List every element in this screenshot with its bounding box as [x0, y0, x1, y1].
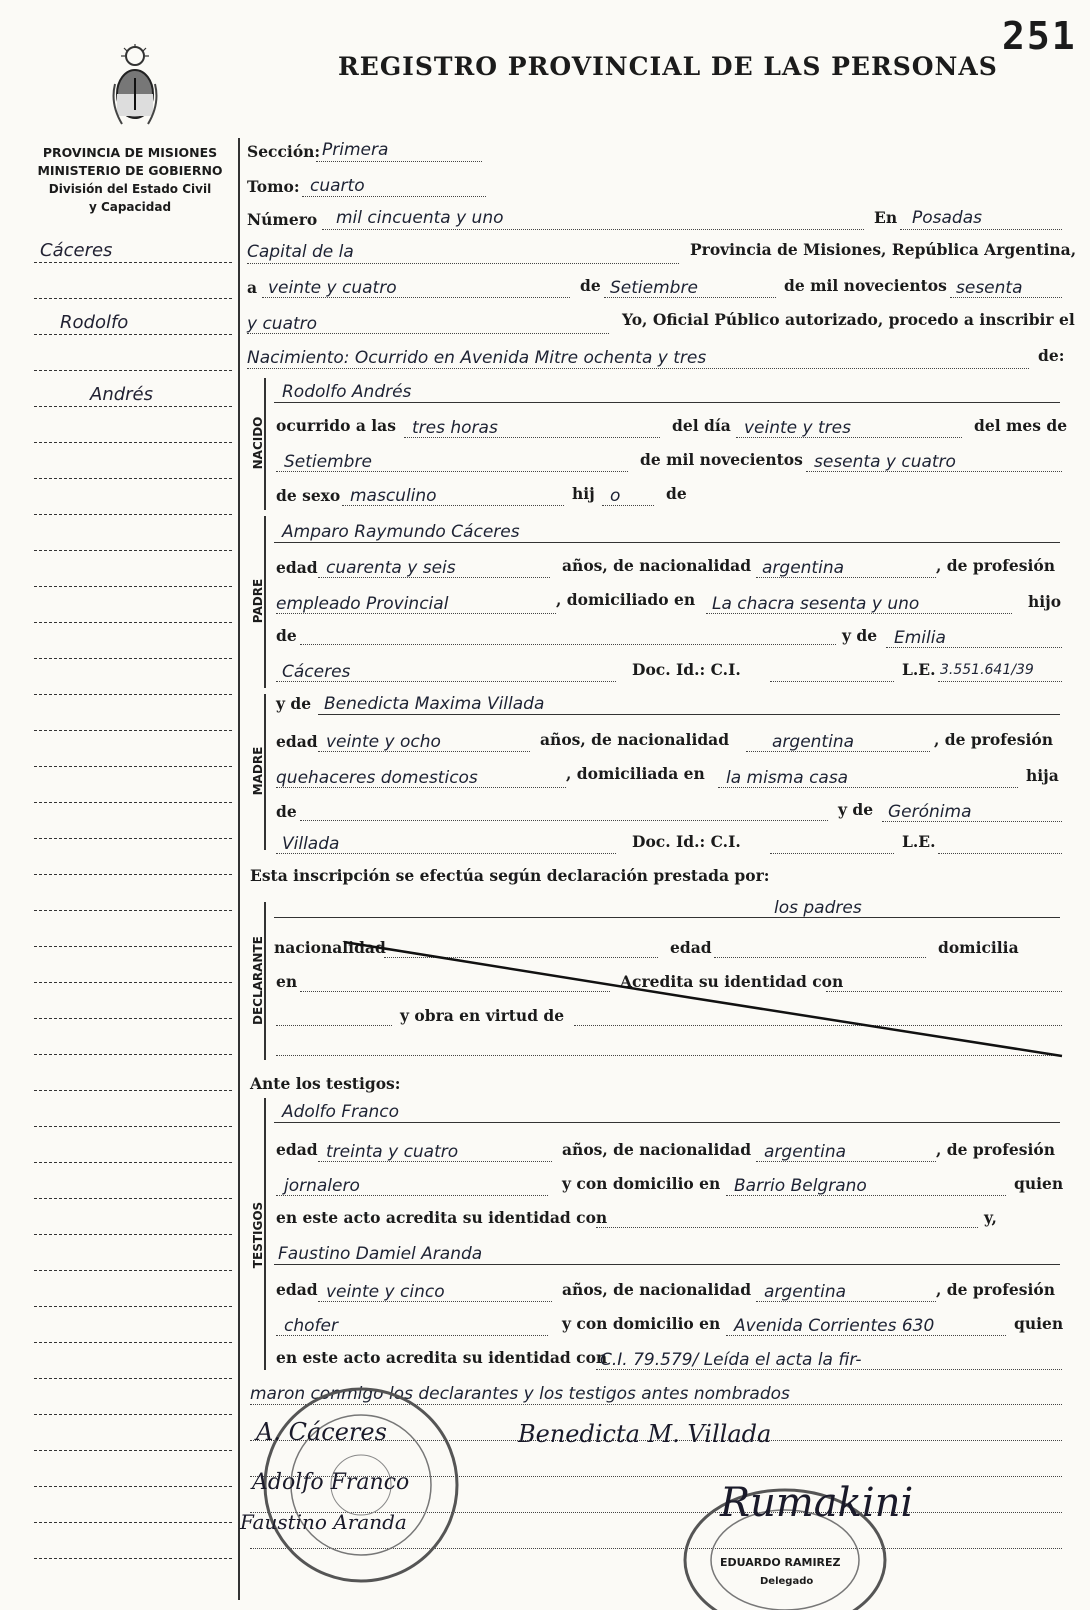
margin-line: [34, 622, 232, 623]
yo-text: Yo, Oficial Público autorizado, procedo a inscribir el: [622, 310, 1075, 329]
fill-line: [274, 1264, 1060, 1265]
fill-line: [756, 577, 936, 578]
fill-line: [736, 437, 962, 438]
declarante-intro: Esta inscripción se efectúa según declaración prestada por:: [250, 866, 770, 885]
edad-label: edad: [276, 1280, 318, 1299]
fill-line: [274, 542, 1060, 543]
margin-line: [34, 838, 232, 839]
margin-line: [34, 1018, 232, 1019]
margin-line: [34, 1234, 232, 1235]
margin-line: [34, 550, 232, 551]
margin-line: [34, 478, 232, 479]
page-number: 251: [1002, 14, 1077, 58]
margin-line: [34, 946, 232, 947]
fill-line: [770, 853, 894, 854]
fill-line: [404, 437, 660, 438]
hora-value: tres horas: [412, 418, 498, 438]
fill-line: [604, 297, 776, 298]
margin-line: [34, 262, 232, 263]
testigo1-nacionalidad: argentina: [764, 1142, 847, 1162]
fill-line: [756, 1161, 936, 1162]
fill-line: [596, 1369, 1062, 1370]
margin-line: [34, 586, 232, 587]
a-label: a: [247, 278, 258, 297]
fill-line: [770, 681, 894, 682]
abuela-paterna-apellido: Cáceres: [282, 662, 351, 682]
fill-line: [276, 1195, 548, 1196]
le-value: 3.551.641/39: [940, 662, 1034, 678]
numero-value: mil cincuenta y uno: [336, 208, 504, 228]
doc-label: Doc. Id.: C.I.: [632, 660, 741, 679]
testigo2-profesion: chofer: [284, 1316, 338, 1336]
stamp-role: Delegado: [760, 1576, 814, 1587]
de-colon: de:: [1038, 346, 1065, 365]
mil-label: de mil novecientos: [784, 276, 947, 295]
acto-value: Nacimiento: Ocurrido en Avenida Mitre ochenta y tres: [247, 348, 707, 368]
testigos-intro: Ante los testigos:: [250, 1074, 401, 1093]
signature-aranda: Faustino Aranda: [240, 1510, 407, 1534]
signature-oficial: Rumakini: [720, 1480, 914, 1526]
capital-value: Capital de la: [247, 242, 354, 262]
nacionalidad-label: nacionalidad: [274, 938, 386, 957]
agency-line: División del Estado Civil: [48, 182, 212, 196]
edad-value: cuarenta y seis: [326, 558, 456, 578]
fill-line: [316, 161, 482, 162]
tomo-label: Tomo:: [247, 177, 300, 196]
fill-line: [342, 505, 564, 506]
sexo-value: masculino: [350, 486, 437, 506]
fill-line: [274, 402, 1060, 403]
margin-line: [34, 874, 232, 875]
margin-line: [34, 1126, 232, 1127]
anios-label: años, de nacionalidad: [540, 730, 730, 749]
margin-line: [34, 694, 232, 695]
fill-line: [302, 196, 486, 197]
domicilio-label: y con domicilio en: [562, 1314, 721, 1333]
testigo1-edad: treinta y cuatro: [326, 1142, 459, 1162]
signature-villada: Benedicta M. Villada: [518, 1420, 772, 1448]
declarante-side-label: DECLARANTE: [251, 936, 265, 1025]
acredita-label: Acredita su identidad con: [620, 972, 844, 991]
fill-line: [602, 505, 654, 506]
agency-header: [20, 144, 240, 216]
profesion-value: empleado Provincial: [276, 594, 449, 614]
madre-nombre: Benedicta Maxima Villada: [324, 694, 545, 714]
testigo2-domicilio: Avenida Corrientes 630: [734, 1316, 935, 1336]
margin-line: [34, 1270, 232, 1271]
signature-cáceres: A. Cáceres: [256, 1418, 387, 1446]
fill-line: [718, 787, 1018, 788]
padre-side-label: PADRE: [251, 578, 265, 624]
margin-line: [34, 1090, 232, 1091]
profesion-label: , de profesión: [934, 730, 1053, 749]
padre-nombre: Amparo Raymundo Cáceres: [282, 522, 520, 542]
fill-line: [274, 1122, 1060, 1123]
margin-line: [34, 658, 232, 659]
del-mes-label: del mes de: [974, 416, 1068, 435]
profesion-value: quehaceres domesticos: [276, 768, 478, 788]
del-dia-label: del día: [672, 416, 731, 435]
y-de-label: y de: [838, 800, 874, 819]
de-label: de: [276, 802, 297, 821]
hij-label: hij: [572, 484, 595, 503]
margin-line: [34, 1558, 232, 1559]
anio-value: sesenta y cuatro: [814, 452, 956, 472]
testigos-side-label: TESTIGOS: [251, 1201, 265, 1269]
margin-line: [34, 910, 232, 911]
fill-line: [938, 853, 1062, 854]
margin-line: [34, 1162, 232, 1163]
fill-line: [806, 471, 1062, 472]
domicilio-label: , domiciliada en: [566, 764, 705, 783]
en-label: en: [276, 972, 298, 991]
testigo1-domicilio: Barrio Belgrano: [734, 1176, 867, 1196]
mil-label: de mil novecientos: [640, 450, 803, 469]
abuela-paterna: Emilia: [894, 628, 946, 648]
mes-value: Setiembre: [610, 278, 698, 298]
fill-line: [300, 644, 836, 645]
edad-label: edad: [276, 1140, 318, 1159]
obra-label: y obra en virtud de: [400, 1006, 565, 1025]
domicilio-value: la misma casa: [726, 768, 849, 788]
declarante-nombre: los padres: [774, 898, 862, 918]
le-label: L.E.: [902, 660, 936, 679]
fill-line: [276, 1335, 548, 1336]
fill-line: [900, 229, 1062, 230]
hij-value: o: [610, 486, 621, 506]
y-de-label: y de: [842, 626, 878, 645]
margin-line: [34, 1522, 232, 1523]
anio-value: sesenta: [956, 278, 1023, 298]
y-de-label: y de: [276, 694, 312, 713]
margin-line: [34, 1198, 232, 1199]
fill-line: [300, 820, 828, 821]
quien-label: quien: [1014, 1174, 1064, 1193]
margin-line: [34, 298, 232, 299]
signature-franco: Adolfo Franco: [252, 1470, 410, 1495]
domicilio-label: y con domicilio en: [562, 1174, 721, 1193]
margin-line: [34, 514, 232, 515]
fill-line: [247, 368, 1029, 369]
margin-line: [34, 1414, 232, 1415]
fill-line: [322, 229, 864, 230]
fill-line: [276, 787, 566, 788]
margin-divider: [238, 138, 240, 1600]
testigo1-nombre: Adolfo Franco: [282, 1102, 400, 1122]
margin-line: [34, 766, 232, 767]
fill-line: [318, 1301, 552, 1302]
nacionalidad-value: argentina: [772, 732, 855, 752]
margin-line: [34, 1054, 232, 1055]
coat-of-arms-icon: [110, 44, 160, 134]
margin-surname: Cáceres: [40, 240, 113, 261]
fill-line: [247, 333, 609, 334]
nacido-nombre: Rodolfo Andrés: [282, 382, 412, 402]
hijo-label: hijo: [1028, 592, 1062, 611]
acredita-label: en este acto acredita su identidad con: [276, 1348, 608, 1367]
edad-value: veinte y ocho: [326, 732, 441, 752]
agency-line: PROVINCIA DE MISIONES: [42, 145, 218, 160]
domicilio-value: La chacra sesenta y uno: [712, 594, 920, 614]
quien-label: quien: [1014, 1314, 1064, 1333]
margin-line: [34, 982, 232, 983]
margin-line: [34, 730, 232, 731]
fill-line: [756, 1301, 936, 1302]
fill-line: [318, 1161, 552, 1162]
fill-line: [274, 917, 1060, 918]
seccion-label: Sección:: [247, 142, 321, 161]
doc-label: Doc. Id.: C.I.: [632, 832, 741, 851]
cierre-text: maron conmigo los declarantes y los testigos antes nombrados: [250, 1384, 790, 1404]
testigo2-acredita: C.I. 79.579/ Leída el acta la fir-: [600, 1350, 862, 1370]
madre-side-label: MADRE: [251, 746, 265, 796]
seccion-value: Primera: [322, 140, 389, 160]
margin-line: [34, 370, 232, 371]
ocurrido-label: ocurrido a las: [276, 416, 396, 435]
testigo2-edad: veinte y cinco: [326, 1282, 445, 1302]
abuela-materna: Gerónima: [888, 802, 972, 822]
fill-line: [318, 577, 550, 578]
anios-label: años, de nacionalidad: [562, 556, 752, 575]
de-label: de: [666, 484, 687, 503]
domicilio-label: , domiciliado en: [556, 590, 696, 609]
fill-line: [706, 613, 1012, 614]
tomo-value: cuarto: [310, 176, 365, 196]
fill-line: [276, 853, 616, 854]
nacionalidad-value: argentina: [762, 558, 845, 578]
edad-label: edad: [276, 732, 318, 751]
fill-line: [276, 681, 616, 682]
de-label: de: [580, 276, 601, 295]
margin-line: [34, 406, 232, 407]
profesion-label: , de profesión: [936, 1280, 1055, 1299]
fill-line: [938, 681, 1062, 682]
acredita-label: en este acto acredita su identidad con: [276, 1208, 608, 1227]
margin-line: [34, 1450, 232, 1451]
en-value: Posadas: [912, 208, 982, 228]
dia-value: veinte y cuatro: [268, 278, 397, 298]
edad-label: edad: [276, 558, 318, 577]
page-title: REGISTRO PROVINCIAL DE LAS PERSONAS: [338, 52, 998, 81]
abuela-materna-apellido: Villada: [282, 834, 340, 854]
fill-line: [886, 647, 1062, 648]
le-label: L.E.: [902, 832, 936, 851]
fill-line: [247, 263, 679, 264]
margin-line: [34, 802, 232, 803]
fill-line: [276, 471, 628, 472]
stamp-name: EDUARDO RAMIREZ: [720, 1556, 841, 1569]
domicilia-label: domicilia: [938, 938, 1019, 957]
provincia-text: Provincia de Misiones, República Argentina,: [690, 240, 1077, 259]
profesion-label: , de profesión: [936, 556, 1055, 575]
agency-line: MINISTERIO DE GOBIERNO: [37, 163, 223, 178]
fill-line: [950, 297, 1062, 298]
numero-label: Número: [247, 210, 318, 229]
testigo2-nombre: Faustino Damiel Aranda: [278, 1244, 483, 1264]
fill-line: [276, 613, 556, 614]
cancel-stroke: [274, 920, 1064, 1060]
anio-value-2: y cuatro: [247, 314, 318, 334]
testigo1-profesion: jornalero: [284, 1176, 360, 1196]
fill-line: [318, 714, 1060, 715]
fill-line: [726, 1195, 1006, 1196]
margin-line: [34, 334, 232, 335]
fill-line: [596, 1227, 978, 1228]
margin-line: [34, 442, 232, 443]
margin-name: Rodolfo: [60, 312, 129, 333]
fill-line: [746, 751, 930, 752]
margin-line: [34, 1342, 232, 1343]
edad-label: edad: [670, 938, 712, 957]
margin-line: [34, 1378, 232, 1379]
fill-line: [882, 821, 1062, 822]
fill-line: [262, 297, 570, 298]
en-label: En: [874, 208, 898, 227]
fill-line: [726, 1335, 1006, 1336]
mes-value: Setiembre: [284, 452, 372, 472]
margin-name: Andrés: [90, 384, 153, 405]
sexo-label: de sexo: [276, 486, 341, 505]
anios-label: años, de nacionalidad: [562, 1140, 752, 1159]
dia-value: veinte y tres: [744, 418, 851, 438]
y-label: y,: [984, 1208, 997, 1227]
nacido-side-label: NACIDO: [251, 416, 265, 470]
agency-line: y Capacidad: [88, 200, 172, 214]
anios-label: años, de nacionalidad: [562, 1280, 752, 1299]
margin-line: [34, 1486, 232, 1487]
de-label: de: [276, 626, 297, 645]
hija-label: hija: [1026, 766, 1059, 785]
testigo2-nacionalidad: argentina: [764, 1282, 847, 1302]
margin-line: [34, 1306, 232, 1307]
fill-line: [318, 751, 530, 752]
profesion-label: , de profesión: [936, 1140, 1055, 1159]
